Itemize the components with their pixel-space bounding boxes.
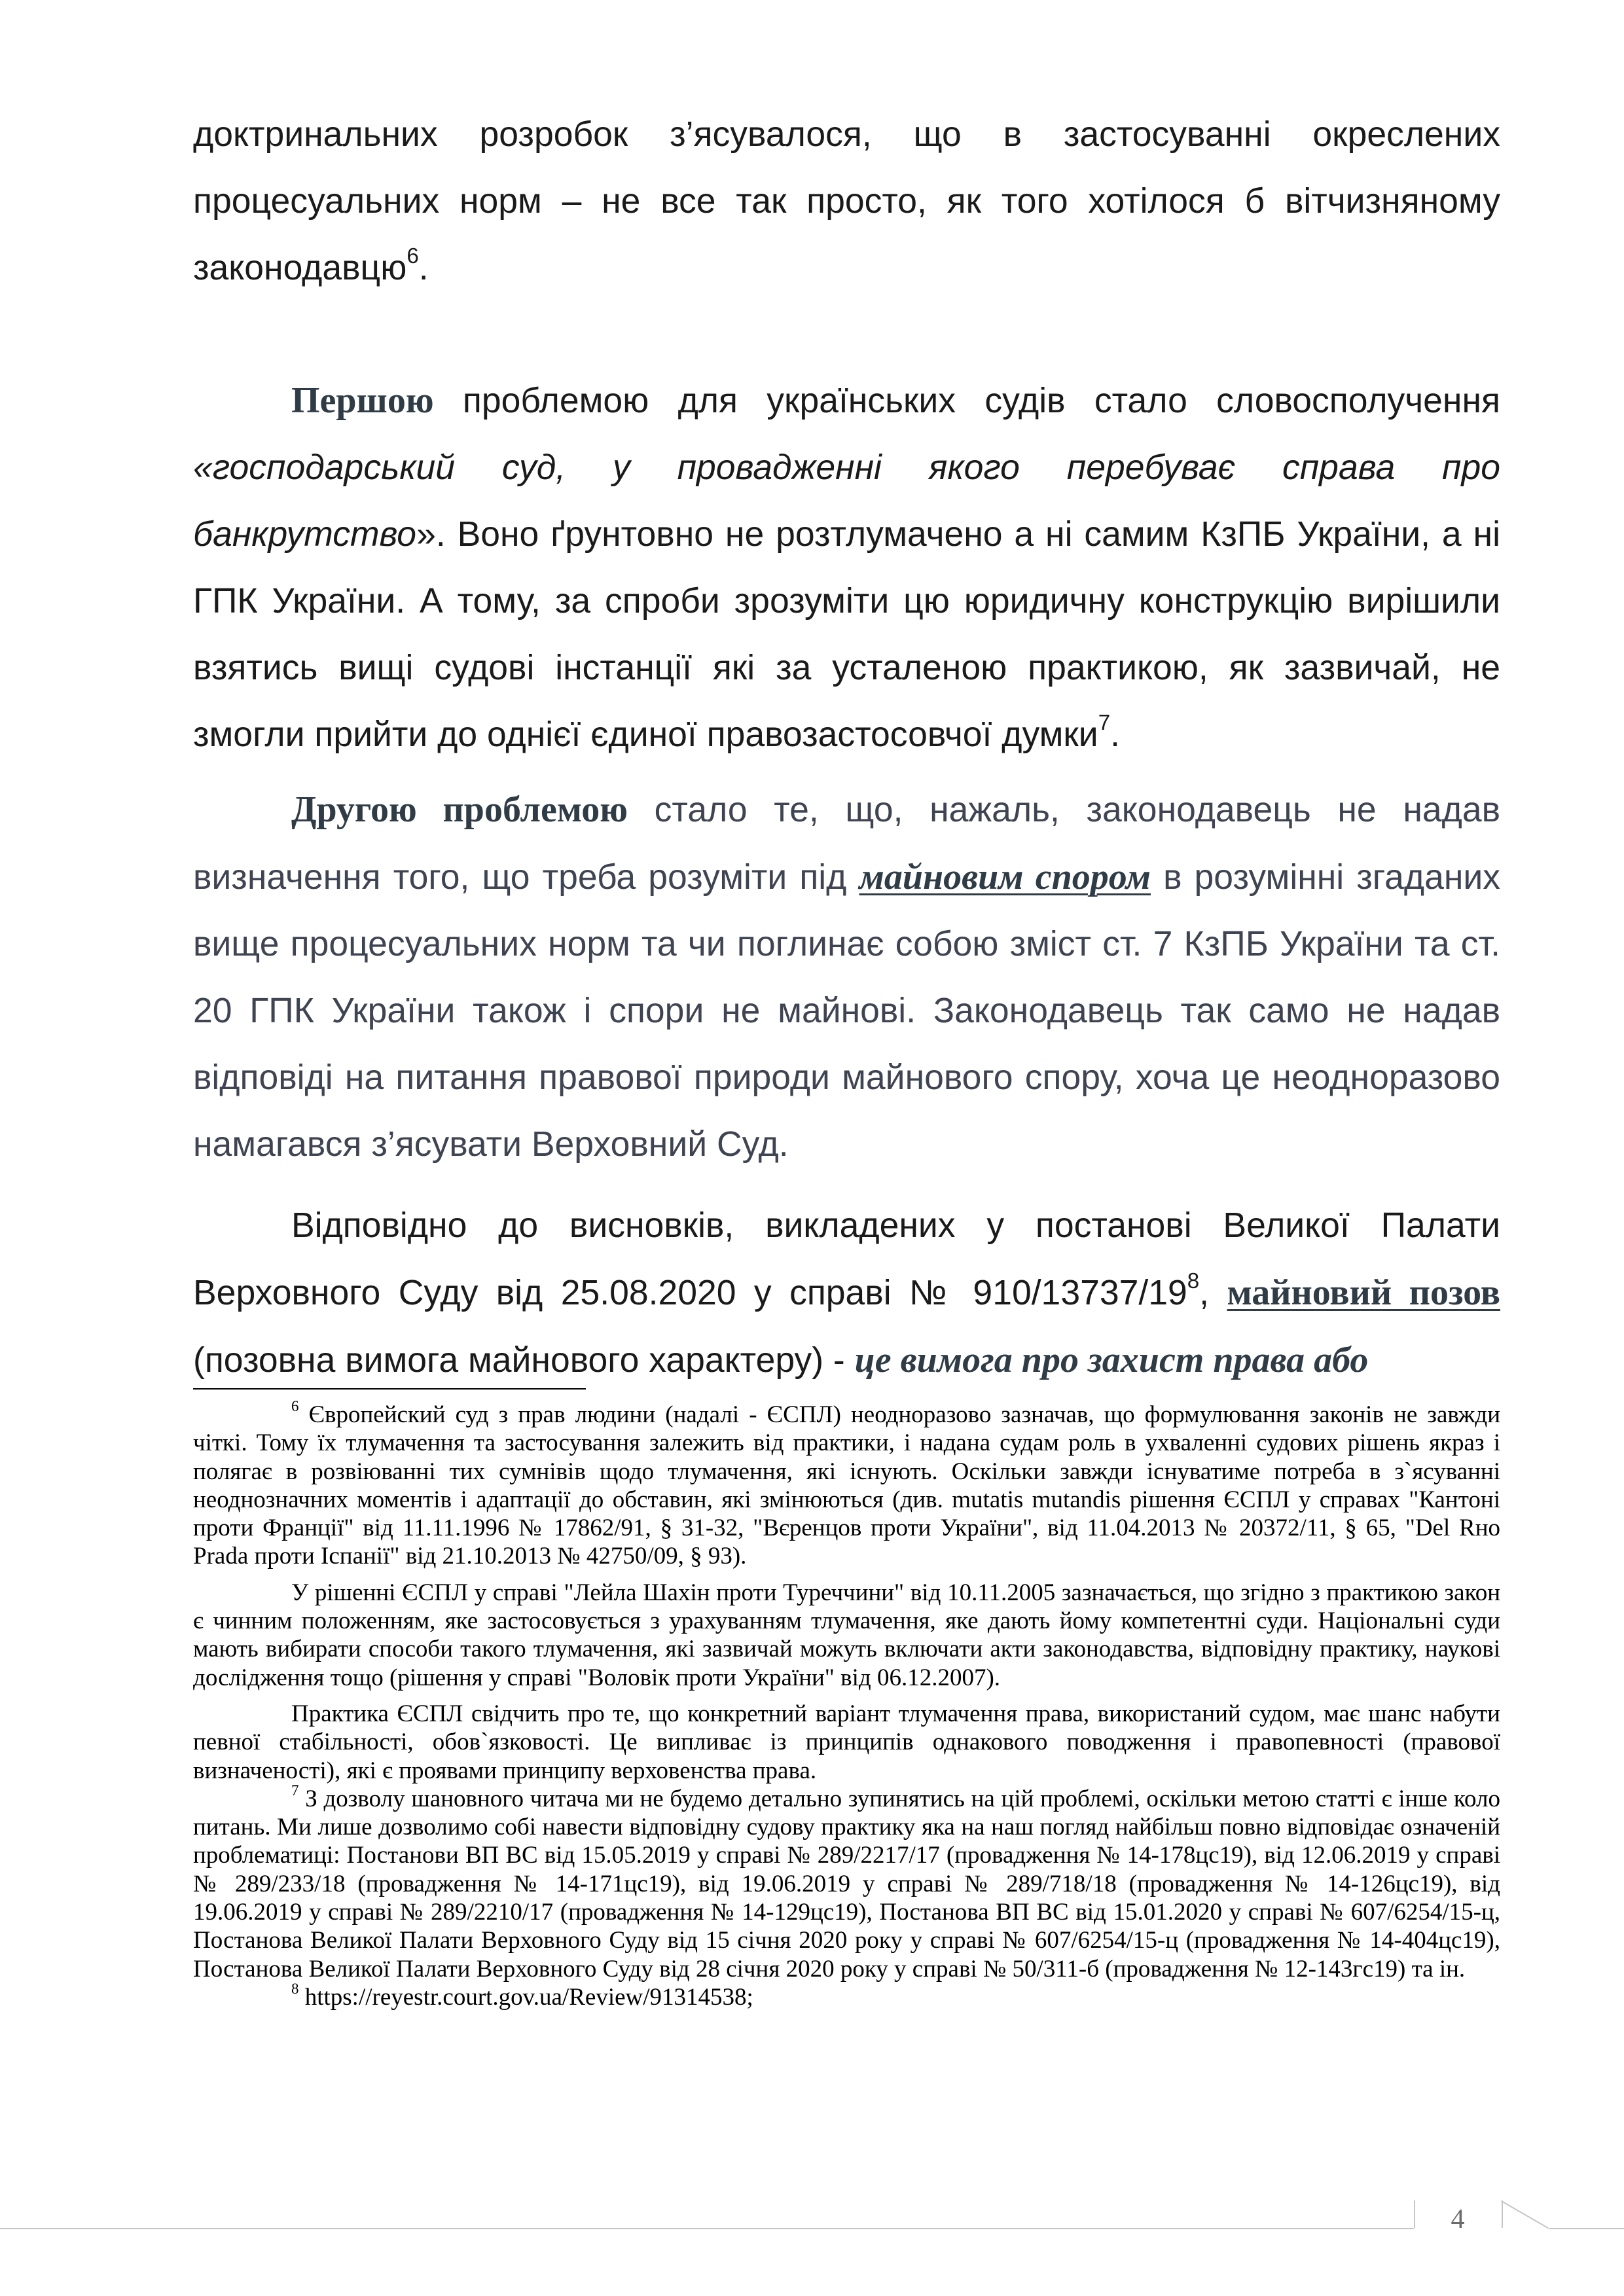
paragraph-1: доктринальних розробок з’ясувалося, що в застосуванні окреслених процесуальних норм – не все так просто, як того хотілося б вітчизняному законодавцю$^6$. [193,115,1500,287]
footer-rule-left [0,2228,1414,2229]
footer-tab-slant [1501,2200,1549,2229]
claim-definition-emphasis: це вимога про захист права або [854,1340,1369,1380]
paragraph-2: Першою проблемою для українських судів стало словосполучення «господарський суд, у провадженні якого перебуває справа про банкрутство». Воно ґрунтовно не розтлумачено а ні самим КзПБ України, а ні ГПК України. А тому, за спроби зрозуміти цю юридичну конструкцію вирішили взятись вищі судові інстанції які за усталеною практикою, як зазвичай, не змогли прийти до однієї єдиної правозастосовчої думки$^7$. [193,380,1500,754]
footnote-8-link[interactable]: https://reyestr.court.gov.ua/Review/91314538; [298,1983,753,2011]
footnote-ref-7[interactable]: 7 [1098,711,1111,736]
footnote-6-paragraph-2: У рішенні ЄСПЛ у справі "Лейла Шахін проти Туреччини" від 10.11.2005 зазначається, що згідно з практикою закон є чинним положенням, яке застосовується з урахуванням тлумачення, яке дають йому компетентні суди. Національні суди мають вибирати способи такого тлумачення, які зазвичай можуть включати акти законодавства, відповідну практику, наукові дослідження тощо (рішення у справі "Воловік проти України" від 06.12.2007). [193,1579,1500,1691]
property-dispute-term: майновим спором [859,857,1151,897]
footnote-7: $^7$ З дозволу шановного читача ми не будемо детально зупинятись на цій проблемі, оскільки метою статті є інше коло питань. Ми лише дозволимо собі навести відповідну судову практику яка на наш погляд найбільш повно відповідає означеній проблематиці: Постанови ВП ВС від 15.05.2019 у справі № 289/2217/17 (провадження № 14-178цс19), від 12.06.2019 у справі № 289/233/18 (провадження № 14-171цс19), від 19.06.2019 у справі № 289/718/18 (провадження № 14-126цс19), від 19.06.2019 у справі № 289/2210/17 (провадження № 14-129цс19), Постанова ВП ВС від 15.01.2020 у справі № 607/6254/15-ц, Постанова Великої Палати Верховного Суду від 15 січня 2020 року у справі № 607/6254/15-ц (провадження № 14-404цс19), Постанова Великої Палати Верховного Суду від 28 січня 2020 року у справі № 50/311-б (провадження № 12-143гс19) та ін. [193,1782,1500,1982]
page-number: 4 [1451,2204,1465,2234]
main-text [193,101,1500,1394]
footer-tab-right-edge [1502,2200,1503,2228]
property-claim-term: майновий позов [1227,1272,1500,1313]
paragraph-3: Другою проблемою стало те, що, нажаль, законодавець не надав визначення того, що треба розуміти під майновим спором в розумінні згаданих вище процесуальних норм та чи поглинає собою зміст ст. 7 КзПБ України та ст. 20 ГПК України також і спори не майнові. Законодавець так само не надав відповіді на питання правової природи майнового спору, хоча це неодноразово намагався з’ясувати Верховний Суд. [193,789,1501,1164]
footer-rule-right [1549,2228,1624,2229]
second-problem-label: Другою проблемою [291,789,628,830]
first-problem-label: Першою [291,380,434,421]
footnote-6-paragraph-3: Практика ЄСПЛ свідчить про те, що конкретний варіант тлумачення права, використаний судом, має шанс набути певної стабільності, обов`язковості. Це випливає із принципів однакового поводження і правопевності (правової визначеності), які є проявами принципу верховенства права. [193,1700,1500,1784]
footnote-6: $^6$ Європейский суд з прав людини (надалі - ЄСПЛ) неодноразово зазначав, що формулювання законів не завжди чіткі. Тому їх тлумачення та застосування залежить від практики, і надана судам роль в ухваленні судових рішень якраз і полягає в розвіюванні тих сумнівів щодо тлумачення, які існують. Оскільки завжди існуватиме потреба в з`ясуванні неоднозначних моментів і адаптації до обставин, які змінюються (див. mutatis mutandis рішення ЄСПЛ у справах "Кантоні проти Франції" від 11.11.1996 № 17862/91, § 31-32, "Вєренцов проти України", від 11.04.2013 № 20372/11, § 65, "Del Rнo Prada проти Іспанії" від 21.10.2013 № 42750/09, § 93). [193,1397,1500,1570]
footnote-ref-6[interactable]: 6 [406,244,419,269]
footnotes [193,1397,1500,2011]
footnote-8: $^8$ https://reyestr.court.gov.ua/Review/91314538; [291,1980,753,2011]
quoted-phrase: «господарський суд, у провадженні якого перебуває справа про банкрутство [193,448,1500,554]
paragraph-4: Відповідно до висновків, викладених у постанові Великої Палати Верховного Суду від 25.08.2020 у справі № $910/13737/19^8$, майновий позов (позовна вимога майнового характеру) - це вимога про захист права або [193,1206,1500,1380]
footnote-separator [193,1388,586,1390]
footnote-ref-8[interactable]: 8 [1187,1269,1200,1294]
